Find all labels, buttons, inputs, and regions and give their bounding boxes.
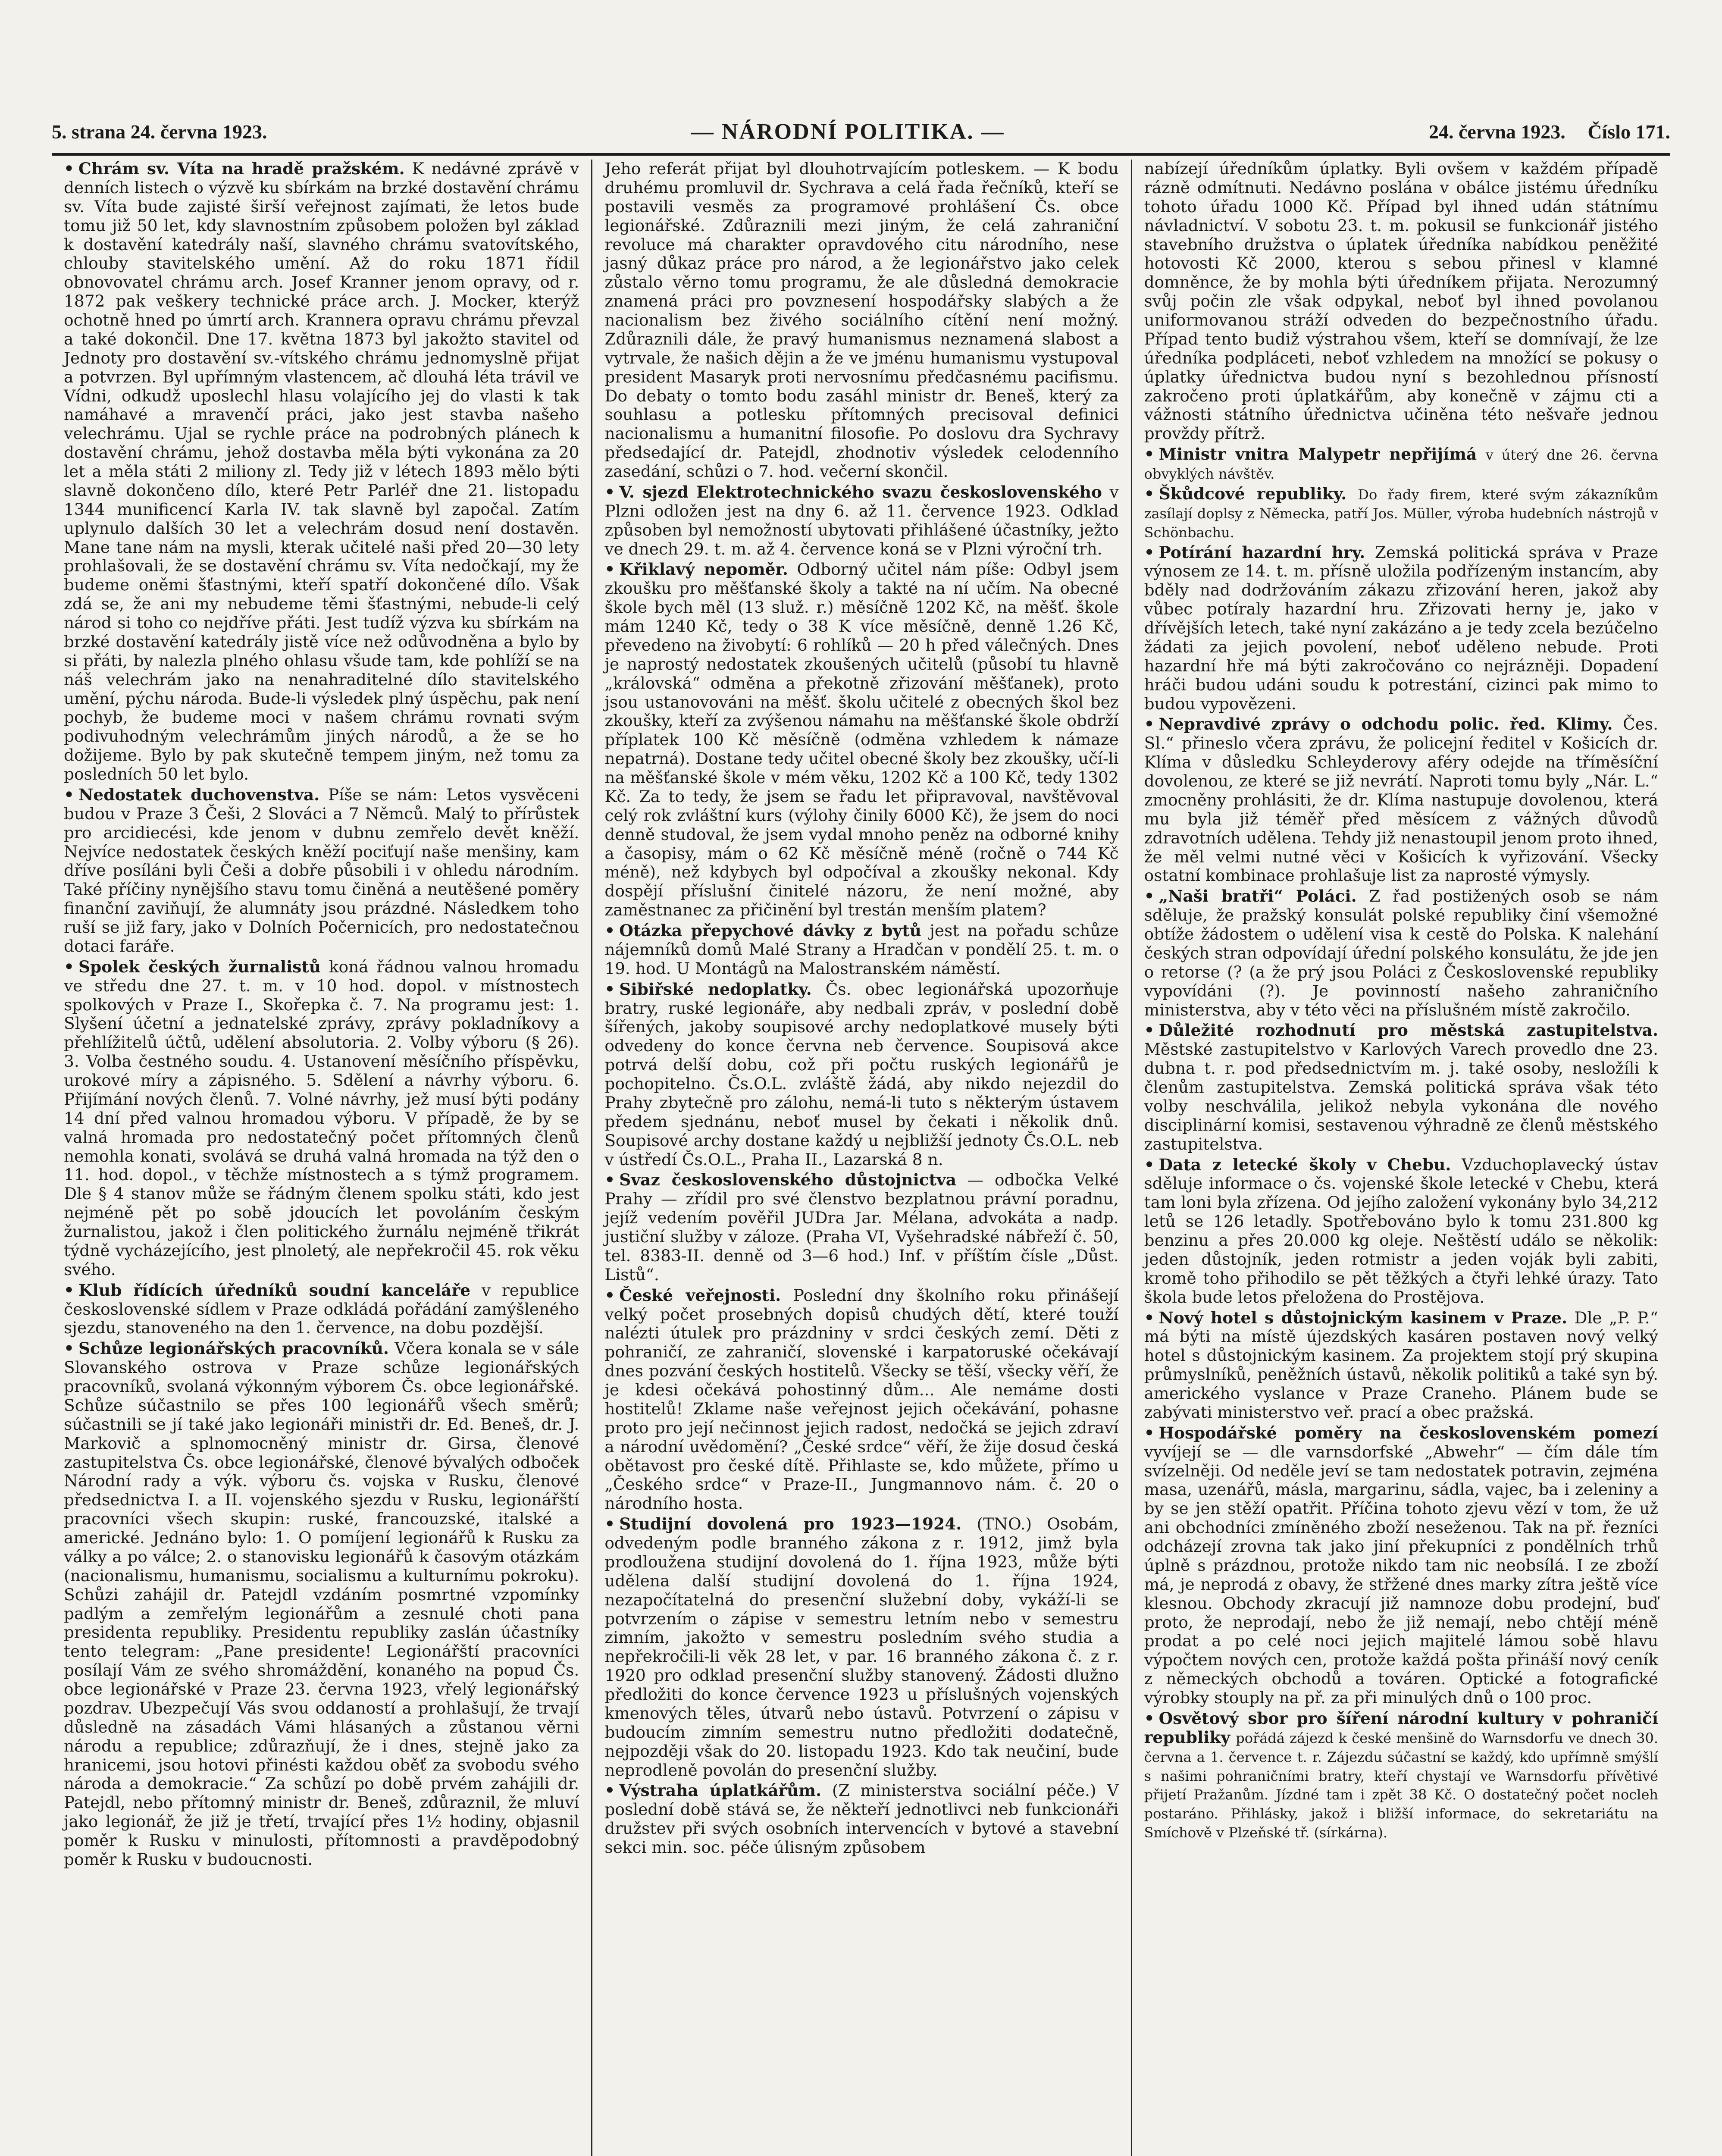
article-headline: Ministr vnitra Malypetr nepřijímá — [1158, 445, 1477, 464]
article-text: vyvíjejí se — dle varnsdorfské „Abwehr“ — čím dále tím svízelněji. Od neděle jeví se tam nedostatek potravin, zejména masa, uzenářů, másla, margarinu, sádla, vajec, ba i zeleniny a by se jen stěží opatřit. Příčina tohoto zjevu vězí v tom, že už ani obchodníci zmíněného zboží neseženou. Tak na př. řezníci odcházejí zrovna tak jako jiní překupníci z pondělních trhů úplně s prázdnou, protože nikdo tam nic neobsílá. I ze zboží má, je neprodá z obavy, že střžené dnes marky zítra ještě více klesnou. Obchody zkracují již namnoze dobu prodejní, buď proto, že neprodají, nebo že již nemají, nebo chtějí méně prodat a po celé noci jejich majitelé lámou sobě hlavu výpočtem nových cen, protože každá pošta přináší nový ceník z německých obchodů a továren. Optické a fotografické výrobky stouply na př. za při minulých dnů o 100 proc. — [1144, 1442, 1658, 1707]
header-date: 24. června 1923. — [1428, 120, 1565, 143]
article — [64, 160, 579, 784]
bullet-mark: • — [64, 1280, 74, 1300]
issue-number: Číslo 171. — [1587, 120, 1670, 143]
article-headline: Svaz československého důstojnictva — [619, 1170, 957, 1190]
article-text: koná řádnou valnou hromadu ve středu dne 27. t. m. v 10 hod. dopol. v místnostech spolkových v Praze I., Skořepka č. 7. Na programu jest: 1. Slyšení účetní a jednatelské zprávy, zprávy pokladníkovy a přehlížitelů účtů, udělení absolutoria. 2. Volby výboru (§ 26). 3. Volba čestného soudu. 4. Ustanovení měsíčního příspěvku, urokové míry a zápisného. 5. Sdělení a návrhy výboru. 6. Přijímání nových členů. 7. Volné návrhy, jež musí býti podány 14 dní před valnou hromadou výboru. V případě, že by se valná hromada pro nedostatečný počet přítomných členů nemohla konati, svolává se druhá valná hromada na týž den o 11. hod. dopol., v těchže místnostech a s týmž programem. Dle § 4 stanov může se řádným členem spolku státi, kdo jest nejméně pět po sobě jdoucích let povoláním českým žurnalistou, jakož i člen politického žurnálu nejméně třikrát týdně vycházejícího, jest plnoletý, ale nepřekročil 45. rok věku svého. — [64, 957, 579, 1279]
article — [1144, 1309, 1658, 1422]
article-text: Čs. obec legionářská upozorňuje bratry, ruské legionáře, aby nedbali zpráv, v poslední době šířených, jakoby soupisové archy nedoplatkové musely býti odvedeny do konce června neb července. Soupisová akce potrvá delší dobu, což při počtu ruských legionářů je pochopitelno. Čs.O.L. zvláště žádá, aby nikdo nejezdil do Prahy zbytečně pro zálohu, nemá-li tuto s některým ústavem předem sjednánu, neboť musel by čekati i několik dnů. Soupisové archy dostane každý u nejbližší jednoty Čs.O.L. neb v ústředí Čs.O.L., Praha II., Lazarská 8 n. — [604, 979, 1119, 1169]
article-headline: V. sjezd Elektrotechnického svazu československého — [619, 482, 1102, 501]
article — [604, 560, 1118, 920]
article-text: v Plzni odložen jest na dny 6. až 11. července 1923. Odklad způsoben byl nemožností ubytovati přihlášené účastníky, ježto ve dnech 29. t. m. až 4. července koná se v Plzni výroční trh. — [604, 482, 1119, 558]
bullet-mark: • — [64, 160, 74, 178]
article-headline: Škůdcové republiky. — [1158, 484, 1347, 503]
article-headline: Studijní dovolená pro 1923—1924. — [619, 1514, 962, 1534]
article-text: v republice československé sídlem v Praze odkládá pořádání zamýšleného sjezdu, stanoveného na den 1. července, na dobu pozdější. — [64, 1280, 579, 1338]
article-text: Odborný učitel nám píše: Odbyl jsem zkoušku pro měšťanské školy a takté na ní učím. Na obecné škole bych měl (13 služ. r.) měsíčně 1202 Kč, na měšť. škole mám 1240 Kč, tedy o 38 K více měsíčně, denně 1.26 Kč, převedeno na živobytí: 6 rohlíků — 20 h před válečných. Dnes je naprostý nedostatek zkoušených učitelů (působí tu hlavně „královská“ odměna a překotně zřizování měšťanek), proto jsou ustanovováni na měšť. školu učitelé z obecných škol bez zkoušky, kteří za zvýšenou námahu na měšťanské škole obdrží příplatek 100 Kč měsíčně (odměna vzhledem k námaze nepatrná). Dostane tedy učitel obecné školy bez zkoušky, učí-li na měšťanské škole v mém věku, 1202 Kč a 100 Kč, tedy 1302 Kč. Za to tedy, že jsem se řadu let připravoval, navštěvoval celý rok zvláštní kurs (výlohy činily 6000 Kč), že jsem do noci denně studoval, že jsem vydal mnoho peněz na odborné knihy a časopisy, mám o 62 Kč měsíčně méně (ročně o 744 Kč méně), než kdybych byl odpočíval a zkoušky nekonal. Kdy dospějí příslušní činitelé názoru, že není možné, aby zaměstnanec za přičinění byl trestán menším platem? — [604, 560, 1119, 920]
bullet-mark: • — [604, 1285, 615, 1305]
article — [64, 1281, 579, 1338]
article-text: Vzduchoplavecký ústav sděluje informace o čs. vojenské škole letecké v Chebu, která tam loni byla zřízena. Od jejího založení vykonány bylo 34,212 letů se 126 letadly. Spotřebováno bylo k tomu 231.800 kg benzinu a přes 20.000 kg oleje. Neštěstí událo se několik: jeden důstojník, jeden rotmistr a jeden voják byli zabiti, kromě toho přihodilo se pět těžkých a čtyři lehké úrazy. Tato škola bude letos přeložena do Prostějova. — [1144, 1155, 1658, 1307]
bullet-mark: • — [604, 979, 615, 999]
column-2 — [591, 160, 1130, 2156]
article-text: Z řad postižených osob se nám sděluje, že pražský konsulát polské republiky činí všemožné obtíže žádostem o udělení visa k cestě do Polska. K nalehání českých stran odpovídají úřední polského konsulátu, že jde jen o retorse (? (a že prý jsou Poláci z Československé republiky vypovídáni (?). Je povinností našeho zahraničního ministerstva, aby v této věci na příslušném místě zakročilo. — [1144, 887, 1659, 1019]
article — [1144, 887, 1658, 1019]
bullet-mark: • — [1144, 1308, 1155, 1327]
article — [1144, 715, 1658, 885]
article-text: Do řady firem, které svým zákazníkům zasílají doplsy z Německa, patří Jos. Müller, výroba hudebních nástrojů v Schönbachu. — [1144, 486, 1659, 541]
article-headline: Potírání hazardní hry. — [1158, 542, 1365, 562]
article — [604, 1286, 1118, 1514]
article-headline: České veřejnosti. — [619, 1285, 781, 1305]
article — [604, 1515, 1118, 1780]
article-headline: Sibiřské nedoplatky. — [619, 979, 812, 999]
header-rule — [52, 153, 1670, 156]
bullet-mark: • — [1144, 714, 1155, 734]
article-text: nabízejí úředníkům úplatky. Byli ovšem v každém případě rázně odmítnuti. Nedávno poslána v obálce jistému úředníku tohoto úřadu 1000 Kč. Případ byl ihned udán státnímu návladnictví. V sobotu 23. t. m. pokusil se funkcionář jistého stavebního družstva o úplatek úředníka nabídkou peněžité hotovosti Kč 2000, kterou s sebou přinesl v klamné domněnce, že by mohla býti úředníkem přijata. Nerozumný svůj počin zle však odpykal, neboť byl ihned povolanou uniformovanou stráží odveden do bezpečnostního úřadu. Případ tento budiž výstrahou všem, kteří se domnívají, že lze úředníka podpláceti, neboť vzhledem na množící se pokusy o úplatky úřednictva budou nyní s bezohlednou přísností zakročeno proti úplatkářům, aby konečně v zájmu cti a vážnosti státního úřednictva učiněna této nešvaře jednou provždy přítrž. — [1144, 160, 1658, 443]
article-text: jest na pořadu schůze nájemníků domů Malé Strany a Hradčan v pondělí 25. t. m. o 19. hod. U Montágů na Malostranském náměstí. — [604, 921, 1119, 978]
article-text: (TNO.) Osobám, odvedeným podle branného zákona z r. 1912, jimž byla prodloužena studijní dovolená do 1. října 1923, může býti udělena další studijní dovolená do 1. října 1924, nezapočítatelná do presenční služební doby, vykáží-li se potvrzením o zápise v semestru letním nebo v semestru zimním, jakožto v semestru posledním svého studia a nepřekročili-li věk 28 let, v par. 16 branného zákona č. z r. 1920 pro odklad presenční služby stanovený. Žádosti dlužno předložiti do konce července 1923 u příslušných vojenských kmenových těles, útvarů nebo ústavů. Potvrzení o zápisu v budoucím zimním semestru nutno předložiti dodatečně, nejpozději však do 20. listopadu 1923. Kdo tak neučiní, bude neprodleně povolán do presenční služby. — [604, 1514, 1119, 1780]
bullet-mark: • — [64, 785, 74, 804]
article — [1144, 1156, 1658, 1307]
article-headline: Osvětový sbor pro šíření národní kultury v pohraničí republiky — [1144, 1708, 1658, 1747]
page-header — [52, 112, 1670, 151]
article — [1144, 445, 1658, 483]
bullet-mark: • — [1144, 1423, 1155, 1442]
article — [604, 1781, 1118, 1857]
article-headline: Spolek českých žurnalistů — [78, 957, 321, 976]
article-text: Dle „P. P.“ má býti na místě újezdských kasáren postaven nový velký hotel s důstojnickým kasinem. Za projektem stojí prý skupina průmyslníků, peněžních ústavů, několik politiků a také syn bý. amerického vyslance v Praze Craneho. Plánem bude se zabývati ministerstvo veř. prací a obec pražská. — [1144, 1308, 1658, 1422]
article-text: Poslední dny školního roku přinášejí velký počet prosebných dopisů chudých dětí, které touží nalézti útulek pro prázdniny v srdci českých zemí. Děti z pohraničí, ze zahraničí, slovenské i karpatoruské očekávají dnes pozvání českých hostitelů. Všecky se těší, všecky věří, že je kdesi očekává pohostinný dům... Ale nemáme dosti hostitelů! Zklame naše veřejnost jejich očekávání, pohasne proto pro její nečinnost jejich radost, nedočká se jejich zdraví a národní uvědomění? „České srdce“ věří, že žije dosud česká obětavost pro české dítě. Přihlaste se, kdo můžete, přímo u „Českého srdce“ v Praze-II., Jungmannovo nám. č. 20 o národního hosta. — [604, 1285, 1119, 1513]
article — [1144, 1021, 1658, 1153]
article — [1144, 1709, 1658, 1842]
article-headline: Chrám sv. Víta na hradě pražském. — [78, 160, 405, 178]
bullet-mark: • — [604, 1514, 615, 1534]
newspaper-title: — NÁRODNÍ POLITIKA. — — [691, 119, 1005, 144]
article — [604, 921, 1118, 978]
bullet-mark: • — [604, 1781, 615, 1800]
article-text: (Z ministerstva sociální péče.) V poslední době stává se, že někteří jednotlivci neb funkcionáři družstev při svých osobních intervencích v bytové a stavební sekci min. soc. péče úlisným způsobem — [604, 1781, 1119, 1857]
article — [1144, 485, 1658, 542]
article-headline: Výstraha úplatkářům. — [619, 1781, 822, 1800]
bullet-mark: • — [604, 560, 615, 579]
article-headline: Důležité rozhodnutí pro městská zastupitelstva. — [1158, 1021, 1658, 1040]
article-text: Píše se nám: Letos vysvěceni budou v Praze 3 Češi, 2 Slováci a 7 Němců. Malý to přírůstek pro arcidiecési, kde jenom v dubnu zemřelo devět kněží. Nejvíce nedostatek českých kněží pociťují naše menšiny, kam dříve posíláni byli Češi a dobře působili i v ohledu národním. Také příčiny nynějšího stavu tomu činěná a neutěšené poměry finanční zaviňují, že alumnáty jsou prázdné. Následkem toho ruší se již fary, jako v Dolních Počernicích, pro nedostatečnou dotaci faráře. — [64, 785, 579, 956]
article-headline: Nedostatek duchovenstva. — [78, 785, 320, 804]
header-left: 5. strana 24. června 1923. — [52, 120, 267, 143]
article-continuation — [604, 160, 1118, 481]
article — [64, 1339, 579, 1869]
column-1 — [52, 160, 591, 2156]
article — [1144, 543, 1658, 714]
bullet-mark: • — [604, 921, 615, 940]
article — [604, 483, 1118, 559]
article-headline: Křiklavý nepoměr. — [619, 560, 788, 579]
article-headline: „Naši bratři“ Poláci. — [1158, 887, 1357, 906]
bullet-mark: • — [64, 1339, 74, 1358]
text-columns — [52, 160, 1670, 2156]
bullet-mark: • — [1144, 445, 1155, 464]
article-text: — odbočka Velké Prahy — zřídil pro své členstvo bezplatnou právní poradnu, jejíž vedením pověřil JUDra Jar. Mélana, advokáta a nadp. justiční služby v záloze. (Praha VI, Vyšehradské nábřeží č. 50, tel. 8383-II. denně od 3—6 hod.) Inf. v příštím čísle „Důst. Listů“. — [604, 1170, 1119, 1284]
article-text: pořádá zájezd k české menšině do Warnsdorfu ve dnech 30. června a 1. července t. r. Zájezdu súčastní se každý, kdo upřímně smýšlí s našimi pohraničními bratry, kteří chystají ve Warnsdorfu přívětivé přijetí Pražanům. Jízdné tam i zpět 38 Kč. O dostatečný počet nocleh postaráno. Přihlásky, jakož i bližší informace, do sekretariátu na Smíchově v Plzeňské tř. (sírkárna). — [1144, 1730, 1659, 1841]
bullet-mark: • — [1144, 542, 1155, 562]
bullet-mark: • — [64, 957, 74, 976]
header-right — [1429, 120, 1670, 143]
article-text: Včera konala se v sále Slovanského ostrova v Praze schůze legionářských pracovníků, svolaná výkonným výborem Čs. obce legionářské. Schůze súčastnilo se přes 100 legionářů všech směrů; súčastnili se jí také jako legionáři ministři dr. Ed. Beneš, dr. J. Markovič a splnomocněný ministr dr. Girsa, členové zastupitelstva Čs. obce legionářské, členové bývalých odboček Národní rady a výk. výboru čs. vojska v Rusku, členové předsednictva I. a II. vojenského sjezdu v Rusku, legionářští pracovníci všech skupin: ruské, francouzské, italské a americké. Jednáno bylo: 1. O pomíjení legionářů k Rusku za války a po válce; 2. o stanovisku legionářů k časovým otázkám (nacionalismu, humanismu, socialismu a kulturnímu pokroku). Schůzi zahájil dr. Patejdl vzdáním posmrtné vzpomínky padlým a zemřelým legionářům a zesnulé choti pana presidenta republiky. Presidentu republiky zaslán účastníky tento telegram: „Pane presidente! Legionářští pracovníci posílají Vám ze svého shromáždění, konaného na popud Čs. obce legionářské v Praze 23. června 1923, vřelý legionářský pozdrav. Ubezpečují Vás svou oddaností a prohlašují, že trvají důsledně na zásadách Vámi hlásaných a zůstanou věrni národu a republice; zdůrazňují, že i dnes, stejně jako za hranicemi, jsou hotovi přinésti každou oběť za svobodu svého národa a demokracie.“ Za schůzí po době prvém zahájili dr. Patejdl, nebo přítomný ministr dr. Beneš, zdůraznil, že mluví jako legionář, že již je třetí, trvající přes 1½ hodiny, objasnil poměr k Rusku v minulosti, přítomnosti a pravděpodobný poměr k Rusku v budoucnosti. — [64, 1339, 579, 1869]
article-text: Zemská politická správa v Praze výnosem ze 14. t. m. přísně uložila podřízeným instancím, aby bděly nad dodržováním zákazu zřizování heren, jakož aby vůbec potíraly hazardní hru. Zřizovati herny je, jako v dřívějších letech, také nyní zakázáno a je tedy zcela bezúčelno žádati za jejich povolení, neboť uděleno nebude. Proti hazardní hře má býti zakročováno co nejrázněji. Dopadení hráči budou udáni soudu k potrestání, cizinci pak mimo to budou vypovězeni. — [1144, 542, 1659, 713]
bullet-mark: • — [1144, 1155, 1155, 1174]
article-continuation — [1144, 160, 1658, 443]
article-headline: Nový hotel s důstojnickým kasinem v Praze. — [1158, 1308, 1568, 1327]
article — [604, 980, 1118, 1169]
article-headline: Schůze legionářských pracovníků. — [78, 1339, 389, 1358]
column-3 — [1131, 160, 1670, 2156]
article — [1144, 1424, 1658, 1708]
article-headline: Data z letecké školy v Chebu. — [1158, 1155, 1451, 1174]
article-headline: Nepravdivé zprávy o odchodu polic. řed. Klimy. — [1158, 714, 1613, 734]
bullet-mark: • — [1144, 887, 1155, 906]
article-text: K nedávné zprávě v denních listech o výzvě ku sbírkám na brzké dostavění chrámu sv. Víta bude zajisté širší veřejnost zajímati, že letos bude tomu již 50 let, kdy slavnostním způsobem položen byl základ k dostavění katedrály naší, slavného chrámu svatovítského, chlouby stavitelského umění. Až do roku 1871 řídil obnovovatel chrámu arch. Josef Kranner jenom opravy, od r. 1872 pak veškery technické práce arch. J. Mocker, kterýž ochotně hned po úmrtí arch. Krannera opravu chrámu převzal a také dokončil. Dne 17. května 1873 byl jakožto stavitel od Jednoty pro dostavění sv.-vítského chrámu jednomyslně přijat a potvrzen. Byl upřímným vlastencem, ač dlouhá léta trávil ve Vídni, odkudž uposlechl hlasu volajícího jej do vlasti k tak namáhavé a mravenčí práci, jako jest stavba našeho velechrámu. Ujal se rychle práce na podrobných plánech k dostavění chrámu, jehož dostavba měla býti vykonána za 20 let a měla státi 2 miliony zl. Tedy již v létech 1893 mělo býti slavně dokončeno dílo, které Petr Parléř dne 21. listopadu 1344 munificencí Karla IV. tak slavně byl započal. Zatím uplynulo dalších 30 let a velechrám dosud není dostavěn. Mane tane nám na mysli, kterak učitelé naši před 20—30 lety prohlašovali, že se dostavění chrámu sv. Víta nedočkají, my že budeme oněmi šťastnými, kteří spatří dokončené dílo. Však zdá se, že ani my nebudeme těmi šťastnými, nebude-li celý národ si toho co nejdříve přáti. Jest tudíž výzva ku sbírkám na brzké dostavění katedrály jistě více než odůvodněna a bylo by si přáti, by nalezla plného ohlasu všude tam, kde pohlíží se na náš velechrám jako na nenahraditelné dílo stavitelského umění, pýchu národa. Bude-li výsledek plný úspěchu, pak není pochyb, že budeme moci v našem chrámu rovnati svým podivuhodným velechrámům jiných národů, a že se ho dožijeme. Bylo by pak skutečně tempem jiným, než tomu za posledních 50 let bylo. — [64, 160, 579, 783]
article-headline: Klub řídících úředníků soudní kanceláře — [78, 1280, 471, 1300]
article — [64, 786, 579, 956]
article-headline: Hospodářské poměry na československém pomezí — [1158, 1423, 1658, 1442]
bullet-mark: • — [1144, 1708, 1155, 1728]
article-text: v úterý dne 26. června obvyklých návštěv. — [1144, 447, 1658, 482]
article — [604, 1171, 1118, 1284]
article-text: Čes. Sl.“ přineslo včera zprávu, že policejní ředitel v Košicích dr. Klíma v důsledku Schleyderovy aféry odejde na tříměsíční dovolenou, ze které se již nevrátí. Naproti tomu byly „Nár. L.“ zmocněny prohlásiti, že dr. Klíma nastupuje dovolenou, která mu byla již téměř před měsícem z vážných důvodů zdravotních udělena. Tehdy již nenastoupil jenom proto ihned, že měl velmi nutné věci v Košicích k vyřizování. Všecky ostatní kombinace prohlašuje list za naprosté výmysly. — [1144, 714, 1658, 885]
article — [64, 958, 579, 1279]
bullet-mark: • — [1144, 484, 1155, 503]
article-text: Jeho referát přijat byl dlouhotrvajícím potleskem. — K bodu druhému promluvil dr. Sychrava a celá řada řečníků, kteří se postavili vesměs za programové prohlášení Čs. obce legionářské. Zdůraznili mezi jiným, že celá zahraniční revoluce má charakter opravdového citu národního, nese jasný důkaz práce pro národ, a že legionářstvo jako celek zůstalo věrno tomu programu, že ale důsledná demokracie znamená práci pro povznesení hospodářsky slabých a že nacionalism bez živého sociálního cítění není možný. Zdůraznili dále, že pravý humanismus neznamená slabost a vytrvale, že našich dějin a že ve jménu humanismu vystupoval president Masaryk proti nervosnímu předčasnému pacifismu. Do debaty o tomto bodu zasáhl ministr dr. Beneš, který za souhlasu a potlesku přítomných precisoval definici nacionalismu a humanitní filosofie. Po doslovu dra Sychravy předsedající dr. Patejdl, zhodnotiv výsledek celodenního zasedání, schůzi o 7. hod. večerní skončil. — [604, 160, 1119, 481]
bullet-mark: • — [604, 482, 615, 501]
bullet-mark: • — [1144, 1021, 1155, 1040]
article-text: Městské zastupitelstvo v Karlových Varech provedlo dne 23. dubna t. r. pod předsednictvím m. j. také osoby, nesložíli k členům zastupitelstva. Zemská politická správa však této volby neschválila, jelikož nebyla vykonána dle nového disciplinární komisi, sestavenou výhradně ze členů městského zastupitelstva. — [1144, 1040, 1658, 1153]
bullet-mark: • — [604, 1170, 615, 1190]
article-headline: Otázka přepychové dávky z bytů — [619, 921, 921, 940]
